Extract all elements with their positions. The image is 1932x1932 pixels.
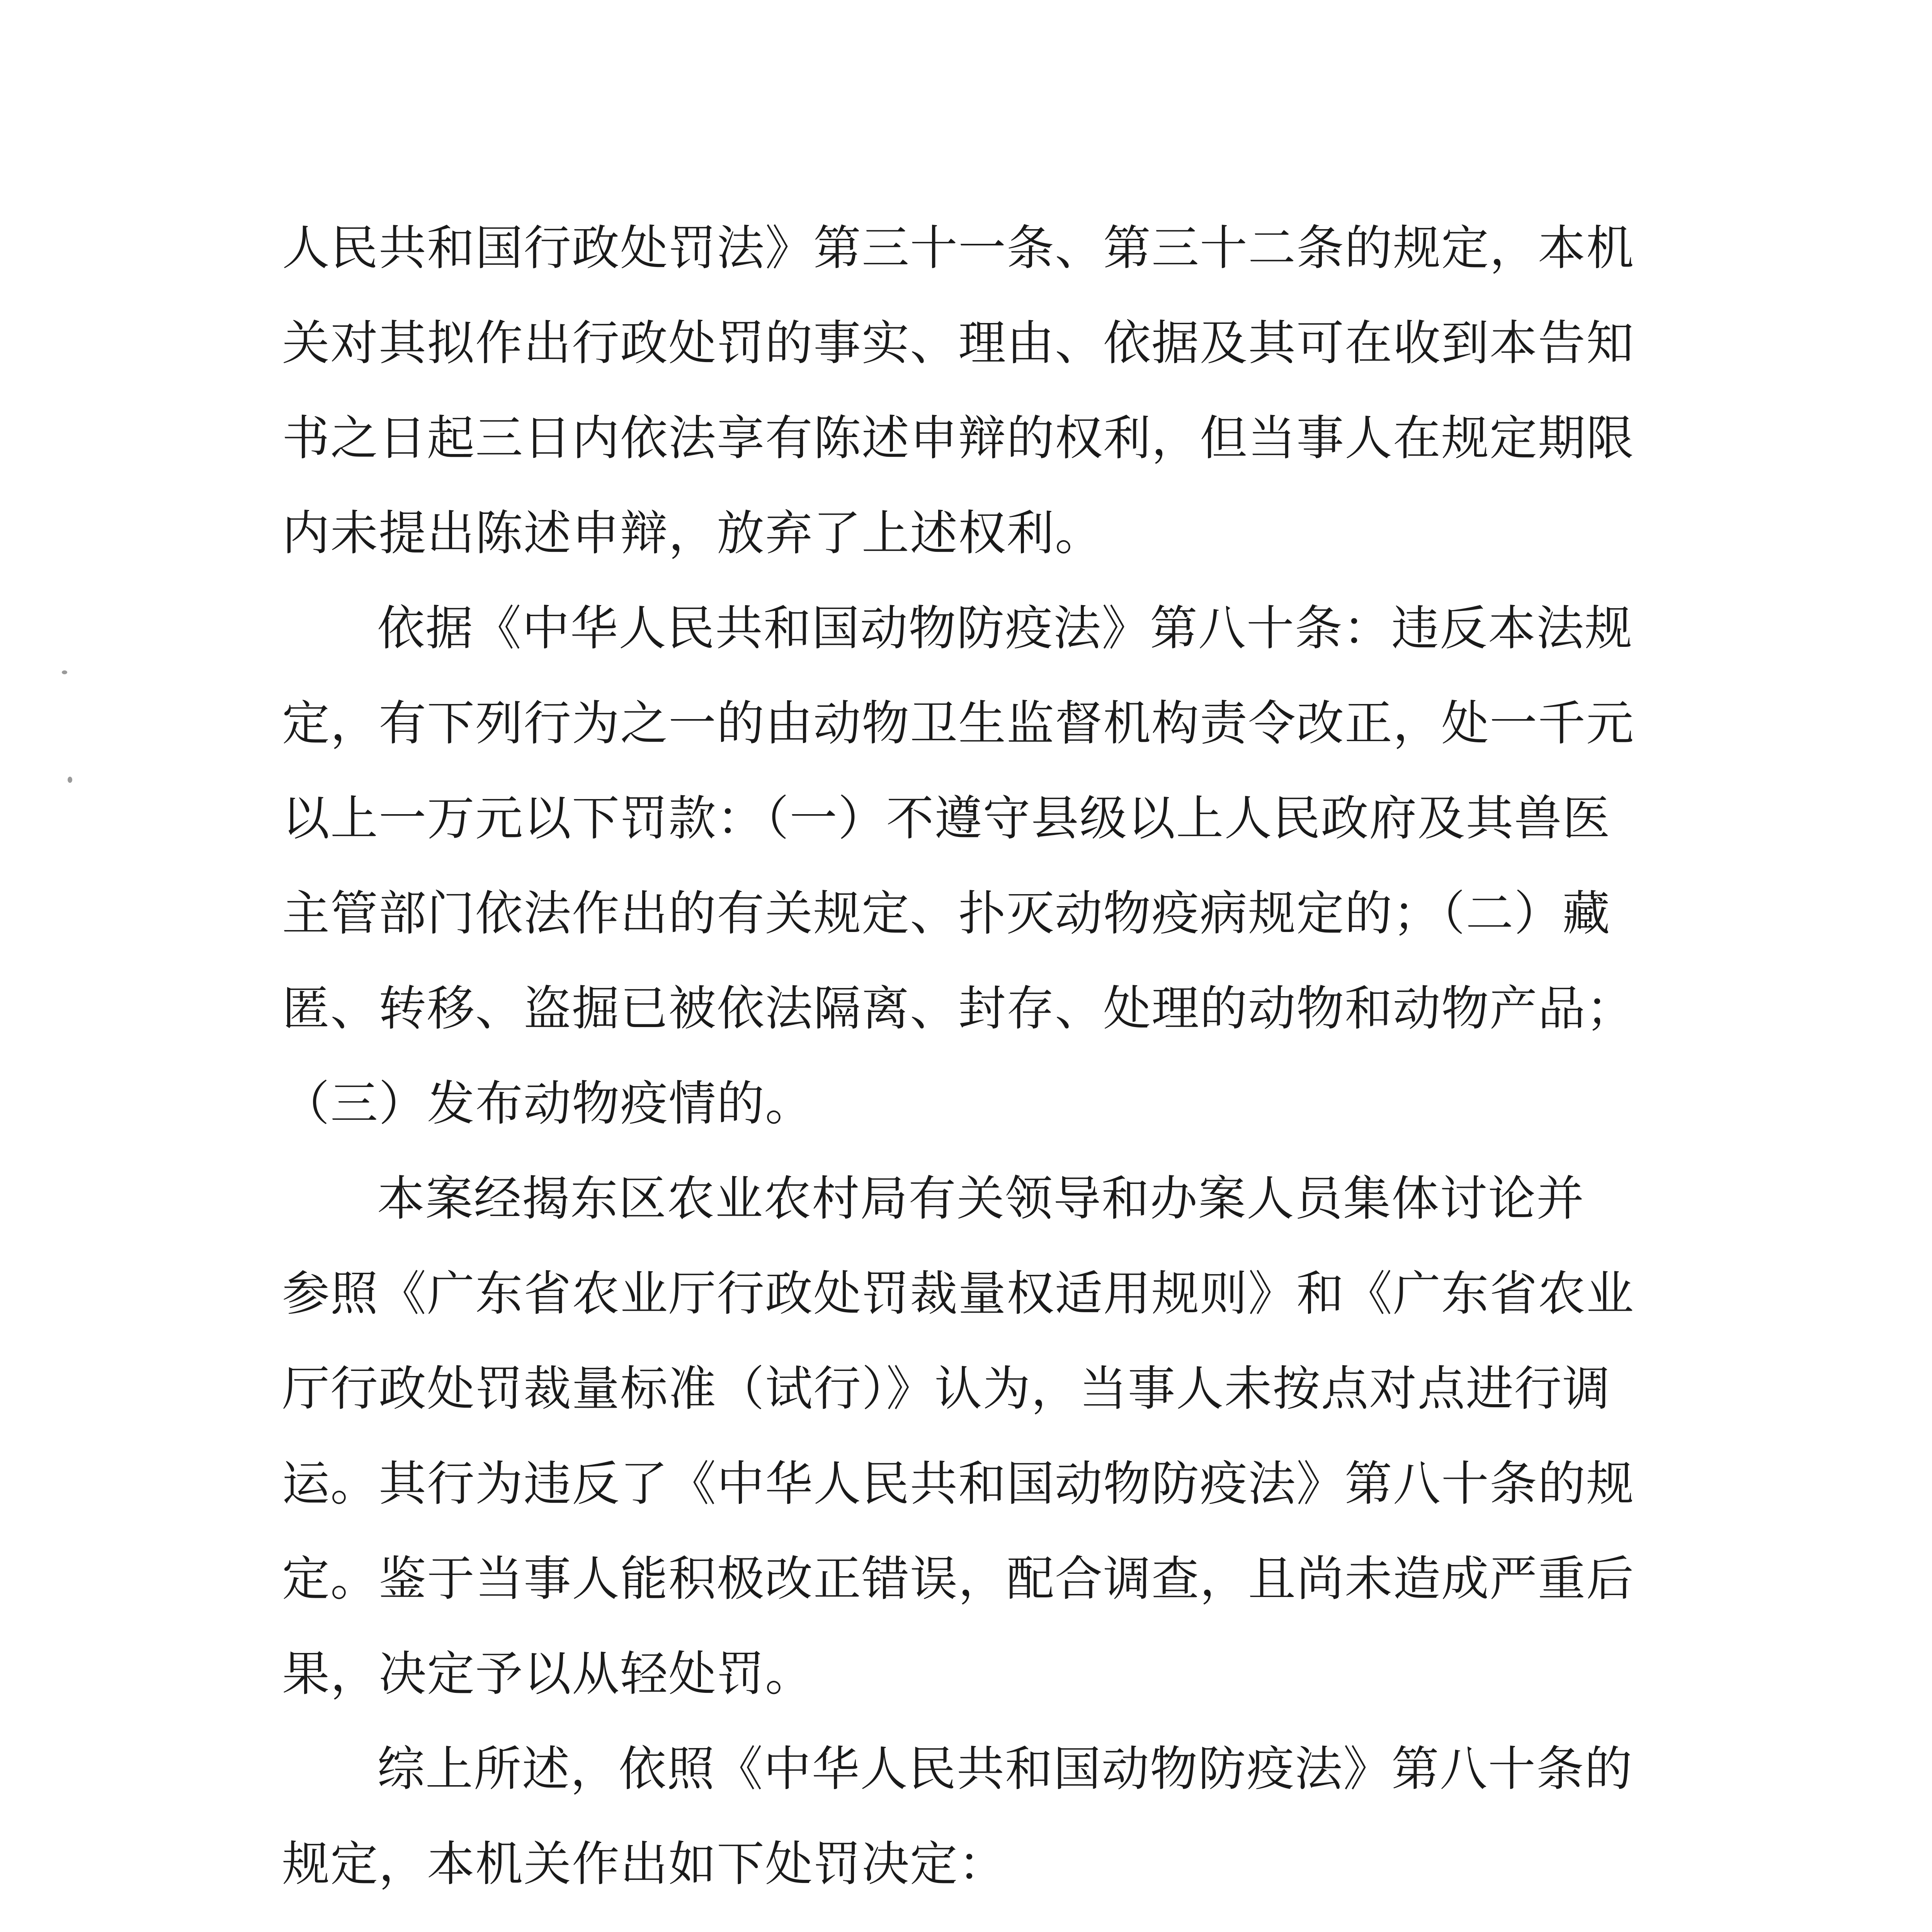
decision-item bbox=[282, 1912, 1634, 1932]
scan-speck bbox=[68, 777, 72, 783]
text-line: 依据《中华人民共和国动物防疫法》第八十条：违反本法规 bbox=[377, 601, 1633, 656]
text-line: （三）发布动物疫情的。 bbox=[282, 1076, 813, 1131]
text-line: 以上一万元以下罚款：（一）不遵守县级以上人民政府及其兽医 bbox=[282, 791, 1611, 846]
paragraph-summary bbox=[282, 1722, 1634, 1912]
text-line: 本案经揭东区农业农村局有关领导和办案人员集体讨论并 bbox=[377, 1171, 1585, 1226]
text-line: 果，决定予以从轻处罚。 bbox=[282, 1646, 813, 1702]
document-body bbox=[282, 201, 1634, 1932]
text-line: 关对其拟作出行政处罚的事实、理由、依据及其可在收到本告知 bbox=[282, 316, 1634, 371]
text-line: 定。鉴于当事人能积极改正错误，配合调查，且尚未造成严重后 bbox=[282, 1551, 1634, 1607]
text-line: 匿、转移、盗掘已被依法隔离、封存、处理的动物和动物产品； bbox=[282, 981, 1634, 1036]
paragraph-procedure-notice bbox=[282, 201, 1634, 581]
text-line: 定，有下列行为之一的由动物卫生监督机构责令改正，处一千元 bbox=[282, 696, 1634, 751]
text-line: 主管部门依法作出的有关规定、扑灭动物疫病规定的；（二）藏 bbox=[282, 886, 1611, 941]
decision-number bbox=[377, 1912, 455, 1932]
paragraph-case-discussion bbox=[282, 1151, 1634, 1722]
paragraph-legal-basis bbox=[282, 581, 1634, 1151]
text-line: 运。其行为违反了《中华人民共和国动物防疫法》第八十条的规 bbox=[282, 1456, 1634, 1512]
scan-speck bbox=[62, 670, 67, 674]
text-line: 规定，本机关作出如下处罚决定： bbox=[282, 1837, 1007, 1892]
text-line: 书之日起三日内依法享有陈述申辩的权利，但当事人在规定期限 bbox=[282, 411, 1634, 466]
text-line: 厅行政处罚裁量标准（试行）》认为，当事人未按点对点进行调 bbox=[282, 1361, 1611, 1417]
text-line: 内未提出陈述申辩，放弃了上述权利。 bbox=[282, 506, 1103, 561]
text-line: 综上所述，依照《中华人民共和国动物防疫法》第八十条的 bbox=[377, 1742, 1633, 1797]
decision-list bbox=[282, 1912, 1634, 1932]
decision-text bbox=[455, 1930, 1614, 1932]
text-line: 参照《广东省农业厅行政处罚裁量权适用规则》和《广东省农业 bbox=[282, 1266, 1634, 1321]
text-line: 人民共和国行政处罚法》第三十一条、第三十二条的规定，本机 bbox=[282, 221, 1634, 276]
